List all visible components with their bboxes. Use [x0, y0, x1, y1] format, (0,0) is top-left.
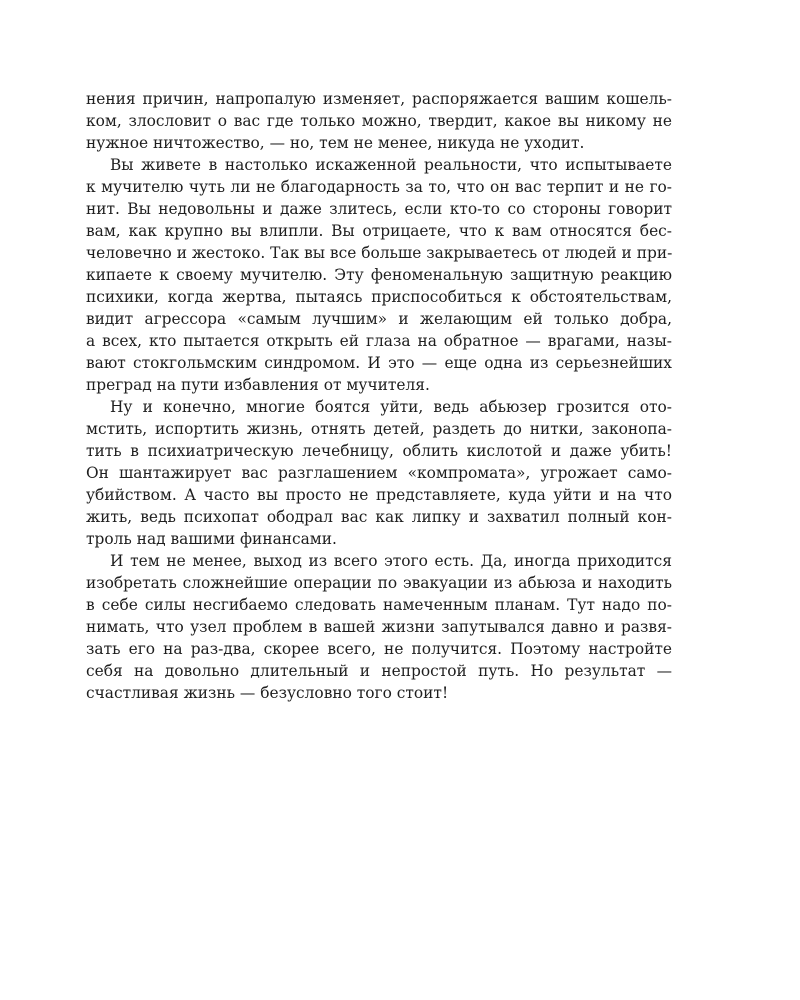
text-line: Он шантажирует вас разглашением «компромата», угрожает само- — [86, 464, 672, 482]
text-line: зать его на раз-два, скорее всего, не получится. Поэтому настройте — [86, 640, 672, 658]
text-line: человечно и жестоко. Так вы все больше закрываетесь от людей и при- — [86, 244, 672, 262]
text-line: изобретать сложнейшие операции по эвакуации из абьюза и находить — [86, 574, 672, 592]
paragraph-3 — [86, 396, 672, 550]
text-line: в себе силы несгибаемо следовать намеченным планам. Тут надо по- — [86, 596, 672, 614]
text-line: кипаете к своему мучителю. Эту феноменальную защитную реакцию — [86, 266, 672, 284]
text-line: вам, как крупно вы влипли. Вы отрицаете, что к вам относятся бес- — [86, 222, 672, 240]
body-text — [86, 88, 672, 704]
text-line: жить, ведь психопат ободрал вас как липку и захватил полный кон- — [86, 508, 672, 526]
text-line: нужное ничтожество, — но, тем не менее, никуда не уходит. — [86, 134, 585, 152]
text-line: Вы живете в настолько искаженной реальности, что испытываете — [110, 156, 672, 174]
text-line: ком, злословит о вас где только можно, твердит, какое вы никому не — [86, 112, 672, 130]
text-line: вают стокгольмским синдромом. И это — еще одна из серьезнейших — [86, 354, 672, 372]
text-line: а всех, кто пытается открыть ей глаза на обратное — врагами, назы- — [86, 332, 672, 350]
paragraph-1 — [86, 88, 672, 154]
text-line: нимать, что узел проблем в вашей жизни запутывался давно и развя- — [86, 618, 672, 636]
text-line: преград на пути избавления от мучителя. — [86, 376, 430, 394]
text-line: тить в психиатрическую лечебницу, облить кислотой и даже убить! — [86, 442, 672, 460]
text-line: мстить, испортить жизнь, отнять детей, раздеть до нитки, законопа- — [86, 420, 672, 438]
paragraph-2 — [86, 154, 672, 396]
text-line: нения причин, напропалую изменяет, распоряжается вашим кошель- — [86, 90, 672, 108]
text-line: видит агрессора «самым лучшим» и желающим ей только добра, — [86, 310, 672, 328]
paragraph-4 — [86, 550, 672, 704]
text-line: Ну и конечно, многие боятся уйти, ведь абьюзер грозится ото- — [110, 398, 672, 416]
text-line: себя на довольно длительный и непростой путь. Но результат — — [86, 662, 672, 680]
text-line: счастливая жизнь — безусловно того стоит! — [86, 684, 449, 702]
text-line: убийством. А часто вы просто не представляете, куда уйти и на что — [86, 486, 672, 504]
text-line: психики, когда жертва, пытаясь приспособиться к обстоятельствам, — [86, 288, 672, 306]
text-line: к мучителю чуть ли не благодарность за то, что он вас терпит и не го- — [86, 178, 672, 196]
text-line: нит. Вы недовольны и даже злитесь, если кто-то со стороны говорит — [86, 200, 672, 218]
text-line: И тем не менее, выход из всего этого есть. Да, иногда приходится — [110, 552, 672, 570]
text-line: троль над вашими финансами. — [86, 530, 337, 548]
